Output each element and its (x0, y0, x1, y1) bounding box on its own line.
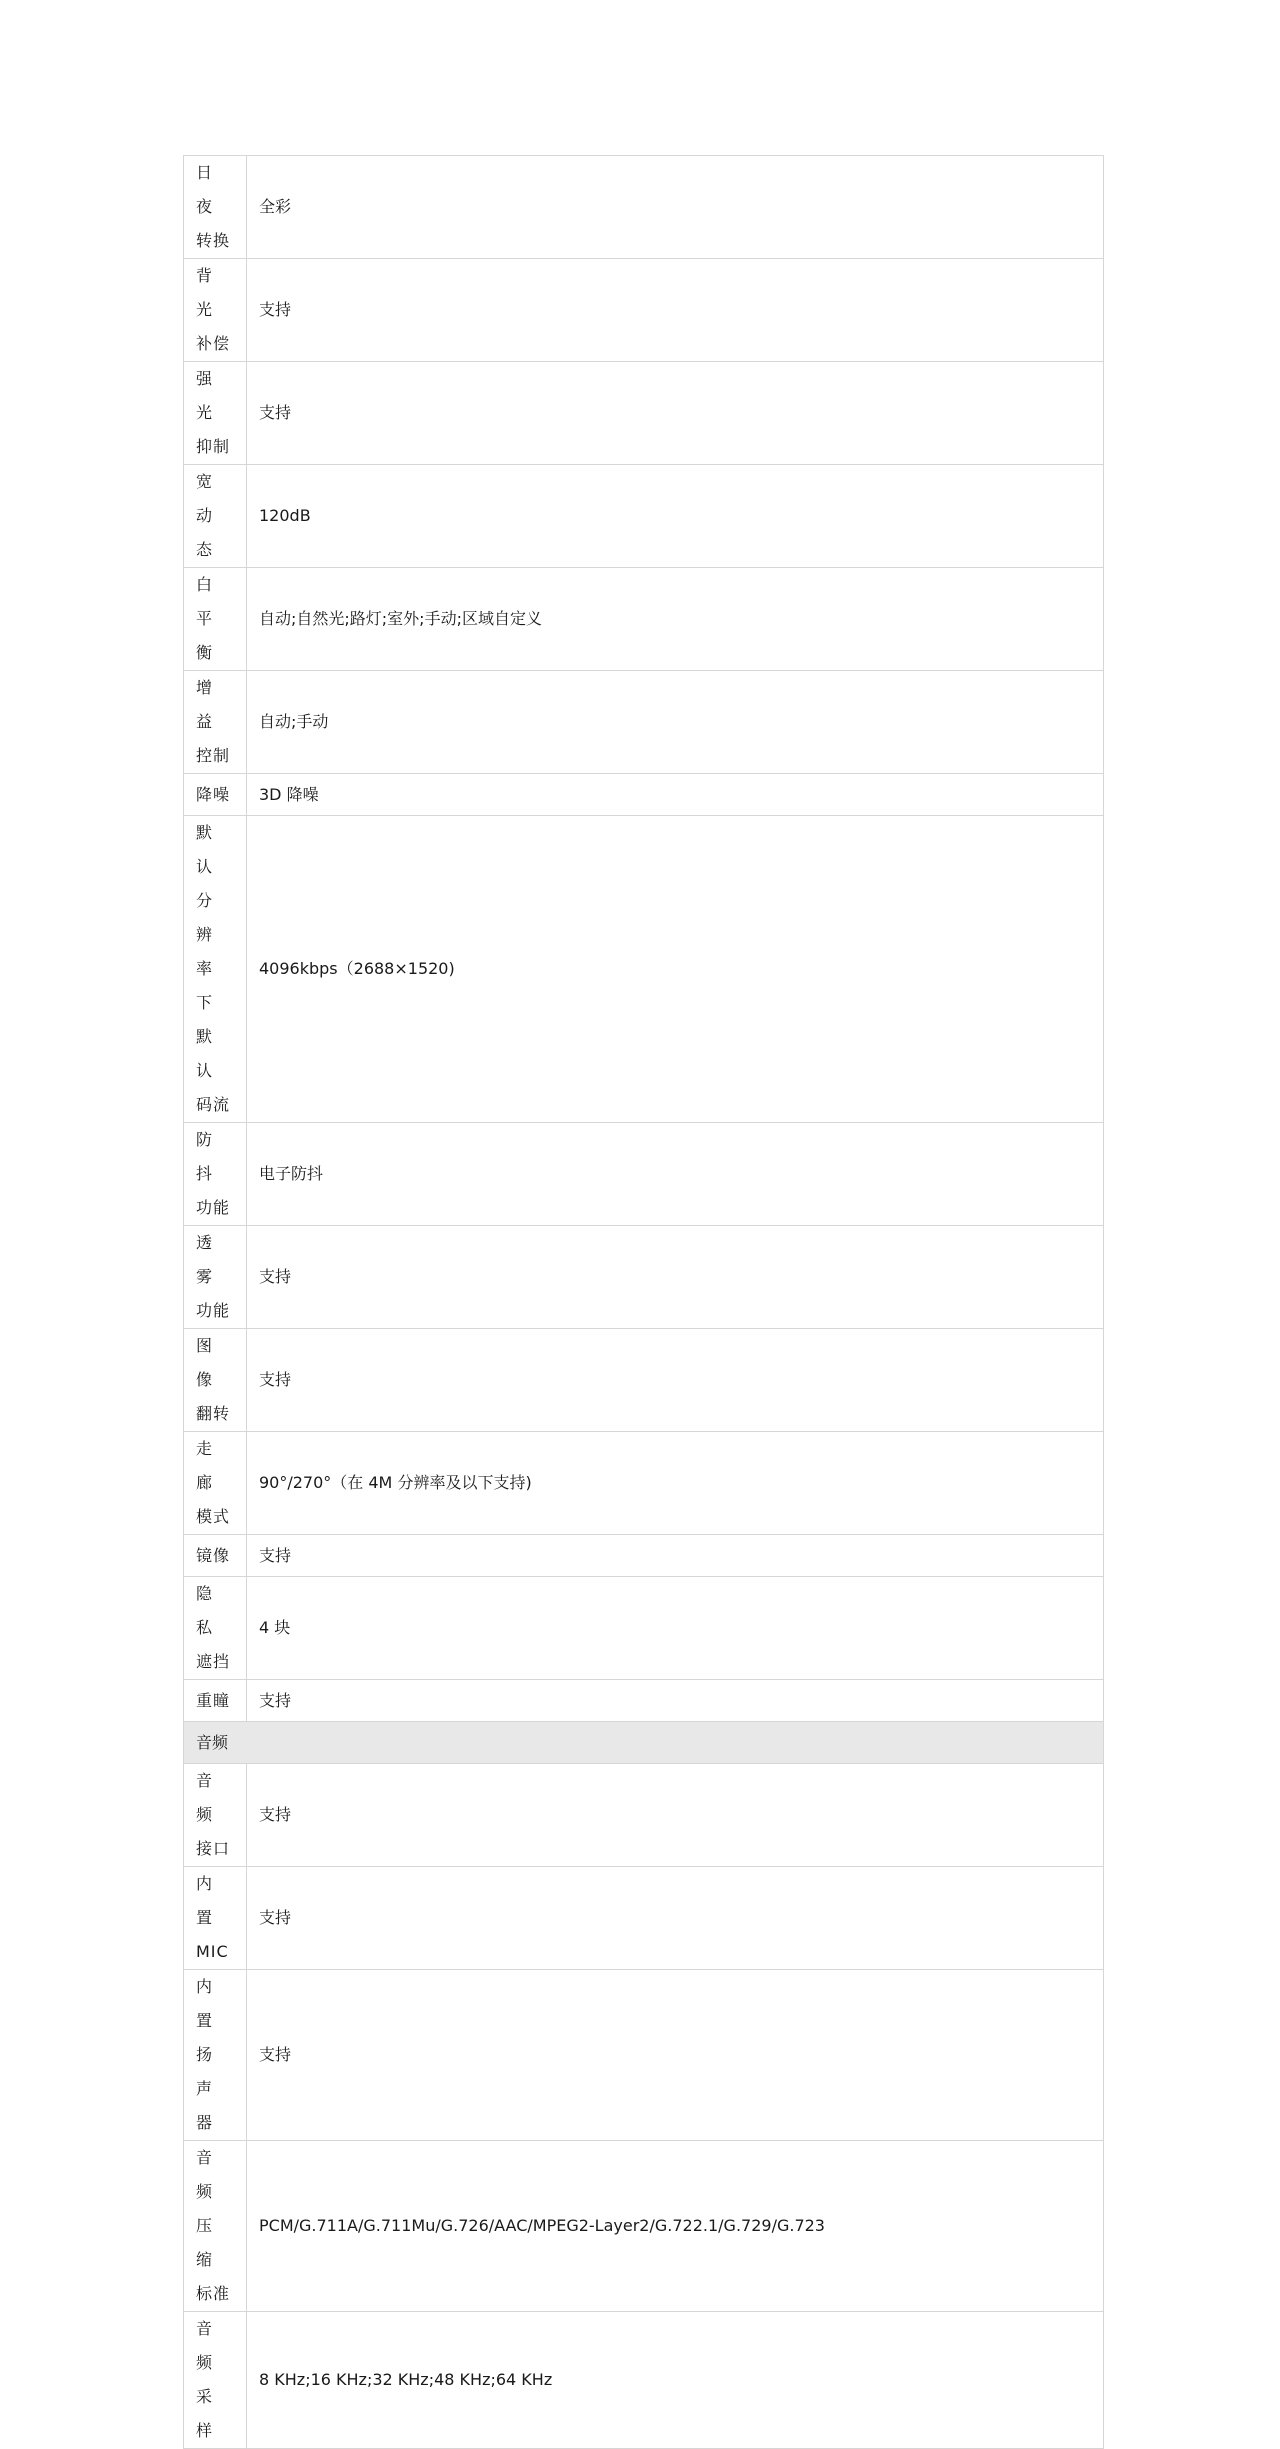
row-label-line: 默 认 (196, 823, 214, 876)
row-value: 支持 (247, 259, 1104, 362)
row-label-line: 转换 (196, 231, 231, 250)
row-label (184, 1970, 247, 2141)
table-row (184, 1970, 1104, 2141)
row-label (184, 1764, 247, 1867)
row-value: 自动;手动 (247, 671, 1104, 774)
row-label-line: 压 缩 (196, 2216, 214, 2269)
row-label-line: 隐 私 (196, 1584, 214, 1637)
row-label-line: MIC (196, 1942, 229, 1961)
table-row (184, 671, 1104, 774)
row-label-line: 模式 (196, 1507, 231, 1526)
table-row (184, 568, 1104, 671)
table-row (184, 1867, 1104, 1970)
section-row-audio (184, 1722, 1104, 1764)
row-label (184, 156, 247, 259)
row-label-line: 接口 (196, 1839, 231, 1858)
row-value: 90°/270°（在 4M 分辨率及以下支持) (247, 1432, 1104, 1535)
row-label (184, 1535, 247, 1577)
table-row (184, 465, 1104, 568)
row-label-line: 码流 (196, 1095, 231, 1114)
row-label-line: 器 (196, 2113, 214, 2132)
row-label-line: 走 廊 (196, 1439, 214, 1492)
row-label-line: 音 频 (196, 1771, 214, 1824)
row-label (184, 1432, 247, 1535)
row-label-line: 音 频 (196, 2148, 214, 2201)
table-row (184, 774, 1104, 816)
row-value: 电子防抖 (247, 1123, 1104, 1226)
row-label-line: 重瞳 (196, 1690, 231, 1710)
row-value: 4 块 (247, 1577, 1104, 1680)
row-label-line: 防 抖 (196, 1130, 214, 1183)
row-label-line: 遮挡 (196, 1652, 231, 1671)
table-row (184, 1577, 1104, 1680)
row-label-line: 增 益 (196, 678, 214, 731)
row-label-line: 默 认 (196, 1027, 214, 1080)
row-value: 4096kbps（2688×1520) (247, 816, 1104, 1123)
row-value: 支持 (247, 1329, 1104, 1432)
row-label-line: 采 样 (196, 2387, 214, 2440)
row-label (184, 1577, 247, 1680)
row-label (184, 1867, 247, 1970)
row-label-line: 音 频 (196, 2319, 214, 2372)
row-label (184, 1680, 247, 1722)
row-label (184, 1123, 247, 1226)
table-row (184, 1535, 1104, 1577)
row-label-line: 功能 (196, 1301, 231, 1320)
row-label-line: 日 夜 (196, 163, 214, 216)
row-label-line: 透 雾 (196, 1233, 214, 1286)
table-row (184, 1226, 1104, 1329)
row-label-line: 宽 动 (196, 472, 214, 525)
row-value: 3D 降噪 (247, 774, 1104, 816)
row-label-line: 镜像 (196, 1545, 231, 1565)
table-row (184, 1764, 1104, 1867)
table-row (184, 362, 1104, 465)
row-label-line: 标准 (196, 2284, 231, 2303)
row-label-line: 补偿 (196, 334, 231, 353)
spec-table (183, 155, 1104, 2449)
row-value: 支持 (247, 1680, 1104, 1722)
row-value: 全彩 (247, 156, 1104, 259)
table-row (184, 259, 1104, 362)
row-label (184, 774, 247, 816)
table-row (184, 2312, 1104, 2449)
row-label (184, 2141, 247, 2312)
section-title-audio: 音频 (184, 1722, 1104, 1764)
row-label-line: 扬 声 (196, 2045, 214, 2098)
table-row (184, 816, 1104, 1123)
row-label-line: 率 下 (196, 959, 214, 1012)
table-row (184, 1432, 1104, 1535)
table-row (184, 1329, 1104, 1432)
row-label-line: 背 光 (196, 266, 214, 319)
row-label (184, 259, 247, 362)
row-value: 120dB (247, 465, 1104, 568)
row-value: 支持 (247, 1535, 1104, 1577)
row-label (184, 465, 247, 568)
row-label (184, 2312, 247, 2449)
row-value: 支持 (247, 1764, 1104, 1867)
table-row (184, 2141, 1104, 2312)
row-label-line: 控制 (196, 746, 231, 765)
row-label-line: 衡 (196, 643, 214, 662)
row-label-line: 态 (196, 540, 214, 559)
row-label (184, 1226, 247, 1329)
row-value: PCM/G.711A/G.711Mu/G.726/AAC/MPEG2-Layer2/G.722.1/G.729/G.723 (247, 2141, 1104, 2312)
row-label-line: 强 光 (196, 369, 214, 422)
spec-table-body (184, 156, 1104, 2449)
table-row (184, 1123, 1104, 1226)
row-value: 支持 (247, 1970, 1104, 2141)
row-value: 支持 (247, 362, 1104, 465)
row-label-line: 功能 (196, 1198, 231, 1217)
row-label (184, 568, 247, 671)
row-label-line: 降噪 (196, 784, 231, 804)
row-label-line: 抑制 (196, 437, 231, 456)
table-row (184, 1680, 1104, 1722)
row-label (184, 671, 247, 774)
row-label-line: 内 置 (196, 1874, 214, 1927)
row-value: 支持 (247, 1226, 1104, 1329)
row-value: 8 KHz;16 KHz;32 KHz;48 KHz;64 KHz (247, 2312, 1104, 2449)
table-row (184, 156, 1104, 259)
row-label-line: 白 平 (196, 575, 214, 628)
row-value: 支持 (247, 1867, 1104, 1970)
row-label (184, 1329, 247, 1432)
row-label-line: 内 置 (196, 1977, 214, 2030)
row-label-line: 翻转 (196, 1404, 231, 1423)
row-label-line: 分 辨 (196, 891, 214, 944)
row-label (184, 816, 247, 1123)
row-value: 自动;自然光;路灯;室外;手动;区域自定义 (247, 568, 1104, 671)
row-label (184, 362, 247, 465)
row-label-line: 图 像 (196, 1336, 214, 1389)
